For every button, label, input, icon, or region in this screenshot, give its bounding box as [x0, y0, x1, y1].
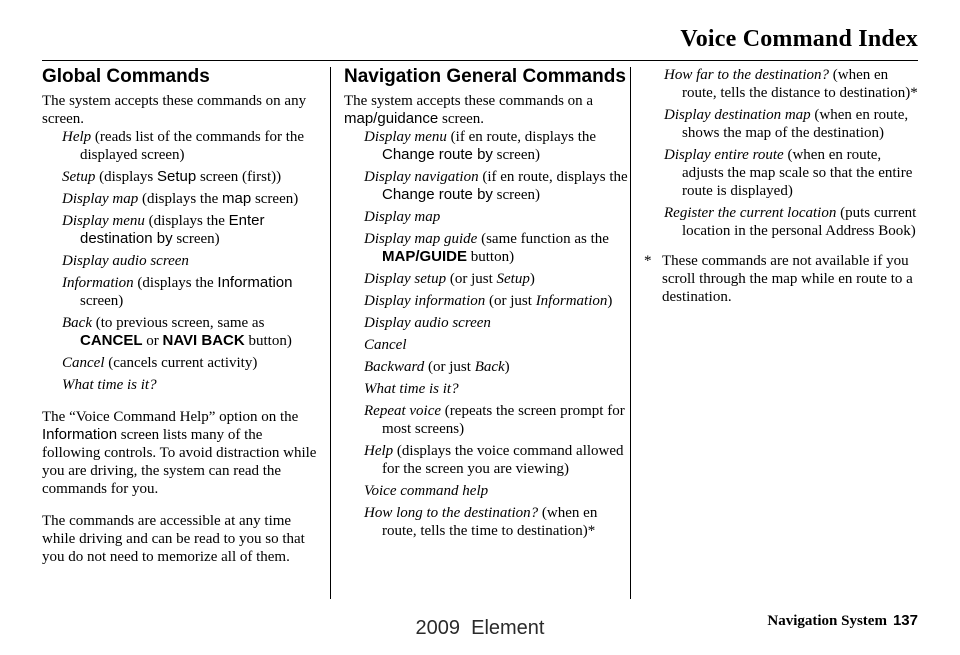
- command-desc: (repeats the screen prompt for most screens): [382, 403, 625, 437]
- command-back: [42, 314, 324, 350]
- ui-term: Information: [217, 274, 293, 291]
- command-desc: (or just: [428, 359, 471, 375]
- command-display-destination-map: [644, 106, 922, 142]
- command-display-menu: [344, 128, 630, 164]
- footnote-mark: *: [644, 253, 652, 269]
- command-name: Display map: [62, 191, 139, 207]
- command-desc: (displays: [99, 169, 154, 185]
- command-desc: (or just: [449, 271, 493, 287]
- command-desc: (when en route, tells the distance to destination)*: [682, 67, 918, 101]
- command-repeat-voice: [344, 402, 630, 438]
- command-name: Display entire route: [664, 147, 784, 163]
- command-desc: (reads list of the commands for the displayed screen): [80, 129, 305, 163]
- ui-term: Enter destination by: [80, 212, 265, 247]
- command-name: Display setup: [364, 271, 447, 287]
- command-cancel: [42, 354, 324, 372]
- command-desc: screen): [254, 191, 299, 207]
- command-desc: ): [529, 271, 535, 287]
- command-desc: (displays the: [137, 275, 214, 291]
- command-desc: (when en route, tells the time to destination)*: [382, 505, 598, 539]
- command-desc: button): [470, 249, 515, 265]
- command-name: Help: [364, 443, 394, 459]
- command-desc: screen): [496, 147, 540, 163]
- command-how-long: [344, 504, 630, 540]
- section-heading-global: Global Commands: [42, 66, 210, 87]
- column-navigation-general: [344, 66, 630, 544]
- command-desc: (if en route, displays the: [450, 129, 597, 145]
- help-option-paragraph: [42, 408, 324, 498]
- command-desc: (displays the: [148, 213, 225, 229]
- command-desc: (if en route, displays the: [482, 169, 628, 185]
- section-heading-navigation: Navigation General Commands: [344, 66, 626, 87]
- command-name: What time is it?: [364, 381, 459, 397]
- command-desc: screen): [496, 187, 540, 203]
- command-help: [344, 442, 630, 478]
- command-desc: or: [146, 333, 159, 349]
- command-name: Setup: [496, 271, 530, 287]
- accessible-paragraph: The commands are accessible at any time while driving and can be read to you so that you do not need to memorize all of them.: [42, 513, 305, 565]
- command-name: Display map guide: [364, 231, 478, 247]
- paragraph-text: The “Voice Command Help” option on the: [42, 409, 299, 425]
- command-display-information: [344, 292, 630, 310]
- column-divider: [630, 67, 631, 599]
- column-global-commands: [42, 66, 324, 566]
- footnote-text: These commands are not available if you scroll through the map while en route to a destination.: [662, 253, 913, 305]
- command-display-map: [42, 190, 324, 208]
- ui-term: map/guidance: [344, 110, 439, 127]
- command-backward: [344, 358, 630, 376]
- command-desc: (same function as the: [481, 231, 609, 247]
- command-name: Display menu: [364, 129, 447, 145]
- command-name: Backward: [364, 359, 425, 375]
- command-desc: screen (first)): [199, 169, 282, 185]
- command-name: Register the current location: [664, 205, 837, 221]
- command-display-entire-route: [644, 146, 922, 200]
- command-cancel: [344, 336, 630, 354]
- ui-term: Setup: [157, 168, 197, 185]
- command-desc: ): [607, 293, 613, 309]
- header-rule: [42, 60, 918, 61]
- navigation-intro: [344, 92, 630, 128]
- command-desc: button): [248, 333, 292, 349]
- command-information: [42, 274, 324, 310]
- paragraph-text: screen.: [441, 111, 485, 127]
- page-title: Voice Command Index: [680, 26, 918, 52]
- command-display-audio: [42, 252, 324, 270]
- command-name: Voice command help: [364, 483, 489, 499]
- command-how-far: [644, 66, 922, 102]
- paragraph-text: screen lists many of the following controls. To avoid distraction while you are driving, the system can read the commands for you.: [42, 427, 317, 497]
- global-intro: The system accepts these commands on any screen.: [42, 93, 307, 127]
- button-term: MAP/GUIDE: [382, 248, 468, 265]
- command-name: Display information: [364, 293, 486, 309]
- command-help: [42, 128, 324, 164]
- command-name: Display navigation: [364, 169, 479, 185]
- command-desc: (when en route, adjusts the map scale so that the entire route is displayed): [682, 147, 913, 199]
- command-desc: (to previous screen, same as: [95, 315, 265, 331]
- command-name: Information: [535, 293, 608, 309]
- command-name: What time is it?: [62, 377, 157, 393]
- ui-term: Change route by: [382, 146, 493, 163]
- page-number: 137: [892, 612, 918, 629]
- command-name: Cancel: [62, 355, 105, 371]
- ui-term: Information: [42, 426, 118, 443]
- command-name: Help: [62, 129, 92, 145]
- command-name: Display destination map: [664, 107, 811, 123]
- command-desc: screen): [80, 293, 124, 309]
- command-name: Back: [62, 315, 92, 331]
- button-term: NAVI BACK: [162, 332, 245, 349]
- command-name: Display audio screen: [364, 315, 491, 331]
- footnote: [644, 252, 922, 306]
- command-name: Back: [474, 359, 505, 375]
- command-name: Cancel: [364, 337, 407, 353]
- command-name: Display audio screen: [62, 253, 189, 269]
- command-name: Setup: [62, 169, 96, 185]
- command-name: Information: [62, 275, 134, 291]
- command-display-audio: [344, 314, 630, 332]
- command-name: Display menu: [62, 213, 145, 229]
- command-setup: [42, 168, 324, 186]
- command-name: How long to the destination?: [364, 505, 539, 521]
- command-desc: (cancels current activity): [108, 355, 258, 371]
- command-desc: (or just: [489, 293, 532, 309]
- command-what-time: [344, 380, 630, 398]
- paragraph-text: The system accepts these commands on a: [344, 93, 594, 109]
- command-desc: (when en route, shows the map of the destination): [682, 107, 909, 141]
- command-name: Display map: [364, 209, 441, 225]
- command-display-navigation: [344, 168, 630, 204]
- command-display-setup: [344, 270, 630, 288]
- ui-term: Change route by: [382, 186, 493, 203]
- command-desc: ): [504, 359, 510, 375]
- command-desc: (puts current location in the personal Address Book): [682, 205, 917, 239]
- command-display-map-guide: [344, 230, 630, 266]
- footer-label: Navigation System: [767, 613, 887, 629]
- command-desc: screen): [176, 231, 220, 247]
- column-divider: [330, 67, 331, 599]
- command-display-map: [344, 208, 630, 226]
- watermark: 2009 Element: [415, 617, 545, 639]
- button-term: CANCEL: [80, 332, 143, 349]
- command-voice-command-help: [344, 482, 630, 500]
- ui-term: map: [222, 190, 252, 207]
- command-register-location: [644, 204, 922, 240]
- command-name: How far to the destination?: [664, 67, 829, 83]
- command-what-time: [42, 376, 324, 394]
- command-display-menu: [42, 212, 324, 248]
- command-desc: (displays the: [142, 191, 219, 207]
- column-navigation-continued: [644, 66, 922, 306]
- command-desc: (displays the voice command allowed for the screen you are viewing): [382, 443, 624, 477]
- command-name: Repeat voice: [364, 403, 442, 419]
